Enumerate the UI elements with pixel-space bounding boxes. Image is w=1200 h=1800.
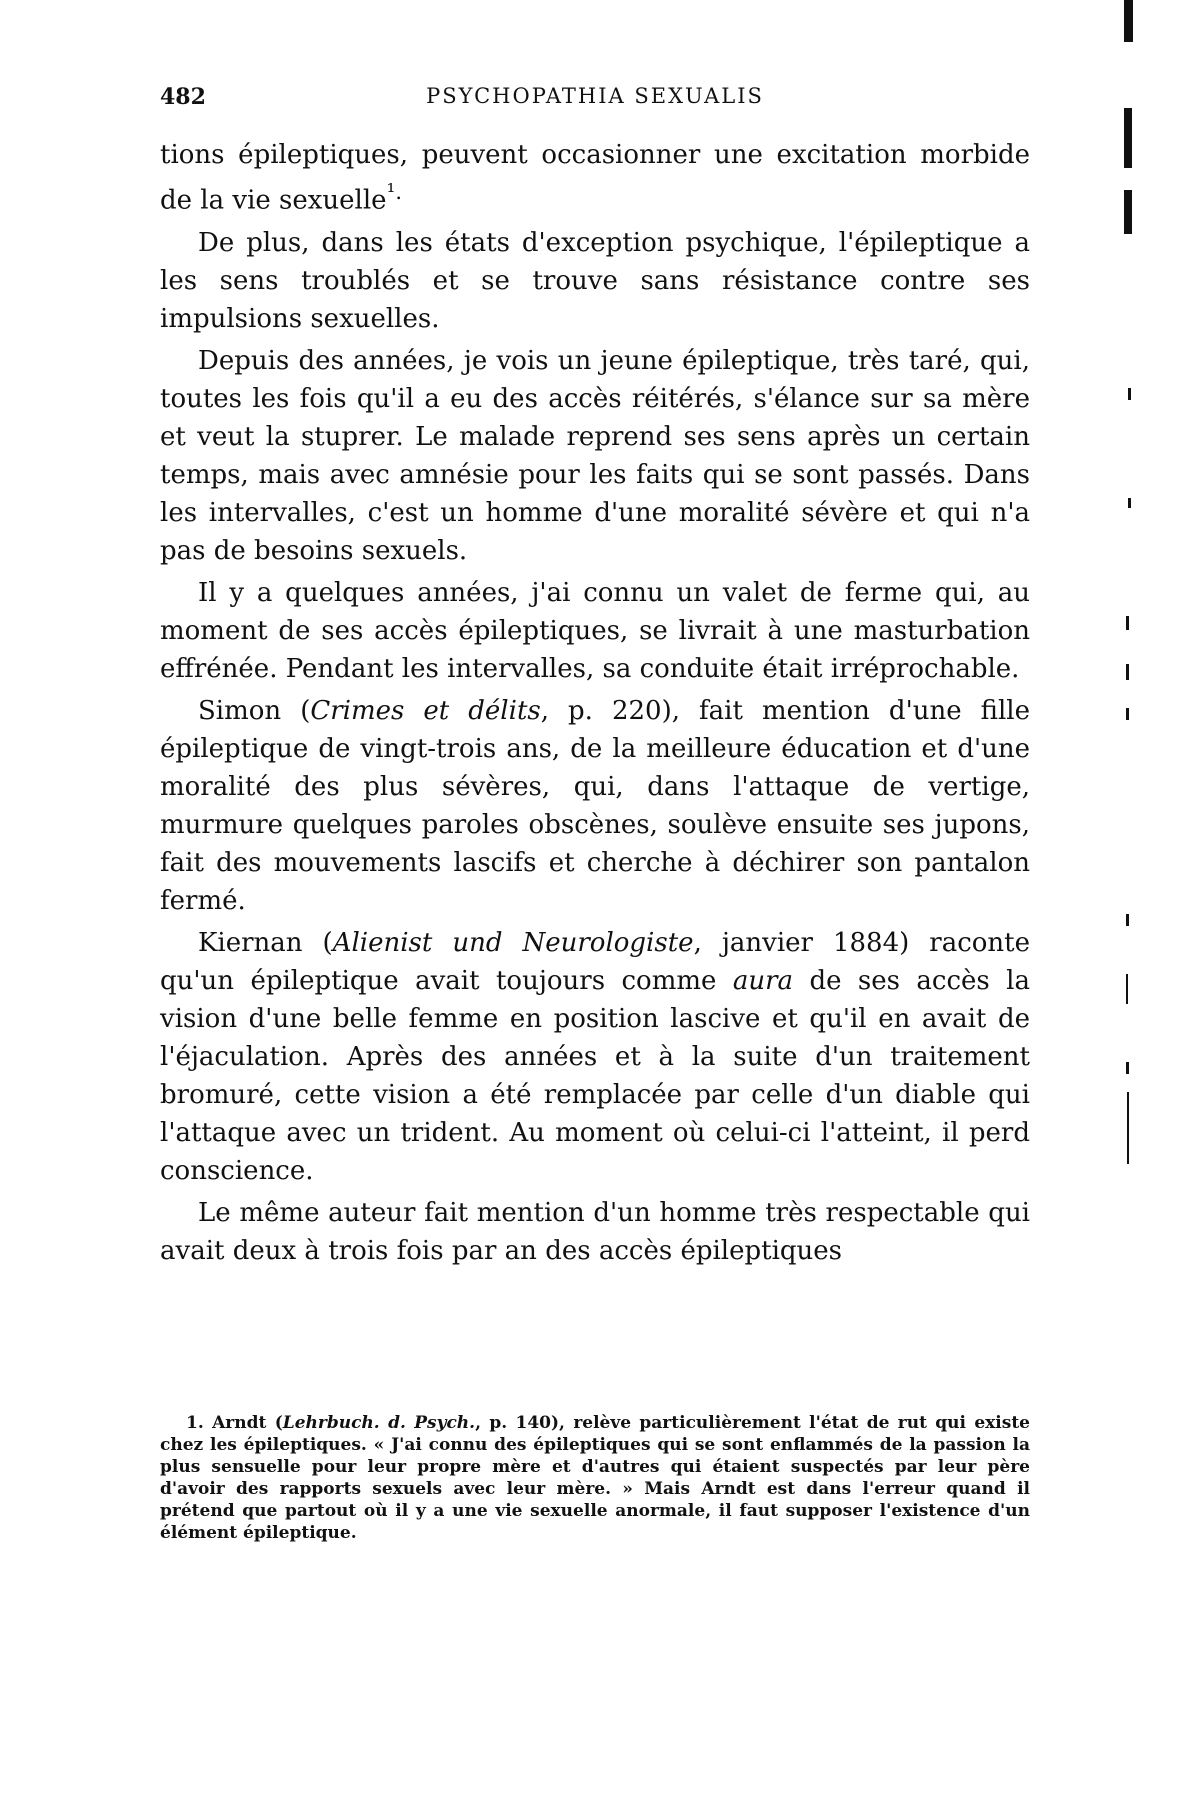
scan-edge-mark <box>1126 974 1128 1004</box>
scan-edge-mark <box>1126 708 1129 720</box>
paragraph-1 <box>160 136 1030 220</box>
scan-edge-mark <box>1128 388 1131 400</box>
paragraph-5: Simon (Crimes et délits, p. 220), fait mention d'une fille épileptique de vingt-trois ans, de la meilleure éducation et d'une moralité des plus sévères, qui, dans l'attaque de vertige, murmure quelques paroles obscènes, soulève ensuite ses jupons, fait des mouvements lascifs et cherche à déchirer son pantalon fermé. <box>160 695 1030 916</box>
paragraph-3: Depuis des années, je vois un jeune épileptique, très taré, qui, toutes les fois qu'il a eu des accès réitérés, s'élance sur sa mère et veut la stuprer. Le malade reprend ses sens après un certain temps, mais avec amnésie pour les faits qui se sont passés. Dans les intervalles, c'est un homme d'une moralité sévère et qui n'a pas de besoins sexuels. <box>160 345 1030 566</box>
body-text <box>160 136 1030 1274</box>
paragraph-6: Kiernan (Alienist und Neurologiste, janvier 1884) raconte qu'un épileptique avait toujours comme aura de ses accès la vision d'une belle femme en position lascive et qu'il en avait de l'éjaculation. Après des années et à la suite d'un traitement bromuré, cette vision a été remplacée par celle d'un diable qui l'attaque avec un trident. Au moment où celui-ci l'atteint, il perd conscience. <box>160 927 1030 1186</box>
page-number: 482 <box>160 84 206 110</box>
footnote: 1. Arndt (Lehrbuch. d. Psych., p. 140), relève particulièrement l'état de rut qui existe chez les épileptiques. « J'ai connu des épileptiques qui se sont enflammés de la passion la plus sensuelle pour leur propre mère et d'autres qui étaient suspectés par leur père d'avoir des rapports sexuels avec leur mère. » Mais Arndt est dans l'erreur quand il prétend que partout où il y a une vie sexuelle anormale, il faut supposer l'existence d'un élément épileptique. <box>160 1413 1030 1543</box>
scan-edge-mark <box>1124 0 1133 42</box>
running-header <box>160 84 1030 120</box>
paragraph-4: Il y a quelques années, j'ai connu un valet de ferme qui, au moment de ses accès épileptiques, se livrait à une masturbation effrénée. Pendant les intervalles, sa conduite était irréprochable. <box>160 577 1030 684</box>
footnote-citation-title: Lehrbuch. d. Psych. <box>282 1413 476 1433</box>
scan-edge-mark <box>1126 1062 1129 1074</box>
citation-title: Alienist und Neurologiste <box>332 927 694 958</box>
scan-edge-mark <box>1126 616 1129 630</box>
scan-edge-mark <box>1127 1092 1129 1164</box>
paragraph-7: Le même auteur fait mention d'un homme très respectable qui avait deux à trois fois par an des accès épileptiques <box>160 1197 1030 1266</box>
footnote-number: 1. <box>186 1413 204 1433</box>
italic-term: aura <box>732 965 794 996</box>
paragraph-1-text: tions épileptiques, peuvent occasionner une excitation morbide de la vie sexuelle <box>160 140 1030 216</box>
scan-edge-mark <box>1126 664 1129 680</box>
footnote-marker: ¹. <box>386 180 403 205</box>
citation-title: Crimes et délits <box>310 695 541 726</box>
scan-edge-mark <box>1124 190 1132 234</box>
paragraph-2: De plus, dans les états d'exception psychique, l'épileptique a les sens troublés et se trouve sans résistance contre ses impulsions sexuelles. <box>160 227 1030 334</box>
scan-edge-mark <box>1128 498 1131 508</box>
running-title: PSYCHOPATHIA SEXUALIS <box>426 84 764 108</box>
scan-edge-mark <box>1124 108 1132 168</box>
scan-edge-mark <box>1126 914 1129 926</box>
